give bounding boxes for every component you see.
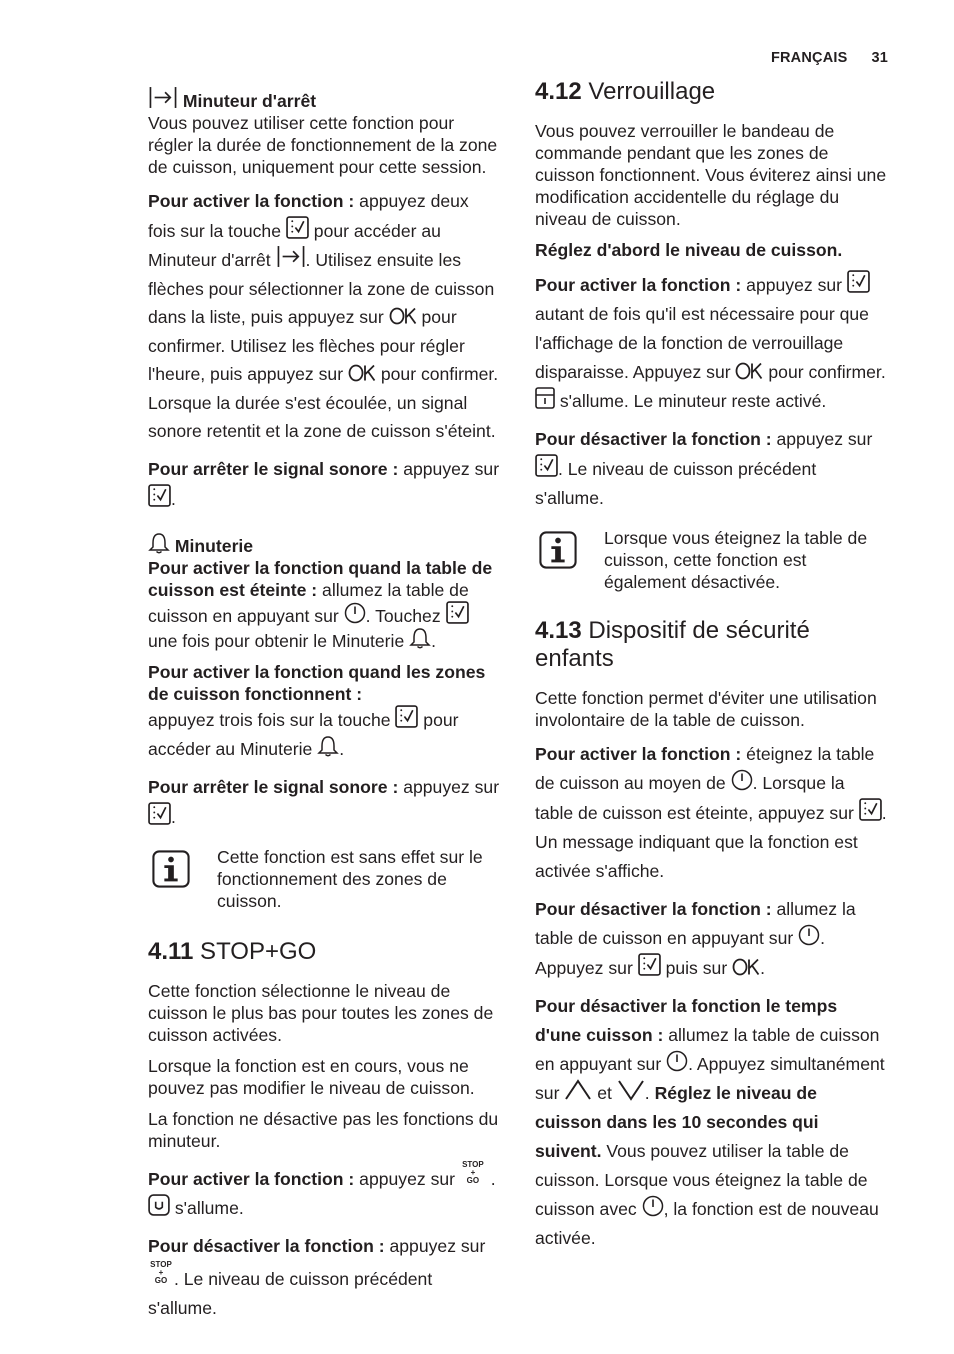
text: . <box>339 738 345 759</box>
label: Pour désactiver la fonction le temps d'une cuisson : <box>535 996 838 1045</box>
verrouillage-p2 <box>535 239 887 261</box>
power-icon <box>344 602 366 624</box>
stopgo-p1: Cette fonction sélectionne le niveau de cuisson le plus bas pour toutes les zones de cuisson activées. <box>148 980 494 1045</box>
note-text: Lorsque vous éteignez la table de cuisson, cette fonction est également désactivée. <box>604 528 868 592</box>
stopgo-p2: Lorsque la fonction est en cours, vous ne pouvez pas modifier le niveau de cuisson. <box>148 1055 475 1098</box>
minuterie-title: Minuterie <box>174 535 254 556</box>
securite-temporary <box>535 992 887 1253</box>
verrouillage-p1: Vous pouvez verrouiller le bandeau de commande pendant que les zones de cuisson fonctionnent. Vous éviterez ainsi une modification accidentelle du réglage du niveau de cuisson. <box>535 121 887 229</box>
label: Pour activer la fonction : <box>535 744 742 764</box>
text: éteignez la table de cuisson au moyen de <box>535 744 875 793</box>
minuteur-activate <box>148 187 500 446</box>
stop-go-icon-top: STOP <box>462 1159 484 1169</box>
section-title: STOP+GO <box>193 937 317 965</box>
stop-go-icon-bottom: GO <box>466 1175 480 1185</box>
stop-go-icon: STOP + GO <box>150 1259 172 1285</box>
text: . Appuyez simultanément sur <box>535 1054 885 1103</box>
text: allumez la table de cuisson en appuyant sur <box>148 579 469 626</box>
text: . Le niveau de cuisson précédent s'allume. <box>535 459 817 508</box>
page-header <box>771 50 888 66</box>
verrouillage-deactivate <box>535 425 887 513</box>
text: appuyez sur <box>384 1235 486 1256</box>
timer-key-icon <box>148 484 171 507</box>
stopgo-deactivate <box>148 1232 500 1323</box>
text: appuyez sur <box>398 776 500 797</box>
securite-p1: Cette fonction permet d'éviter une utilisation involontaire de la table de cuisson. <box>535 688 877 730</box>
up-arrow-icon <box>564 1079 592 1101</box>
text: allumez la table de cuisson en appuyant sur <box>535 1025 880 1074</box>
section-number: 4.12 <box>535 78 582 105</box>
text: s'allume. Le minuteur reste activé. <box>555 391 827 411</box>
text: . Touchez <box>365 605 446 626</box>
text: appuyez sur <box>398 458 500 479</box>
section-title: Verrouillage <box>581 78 716 105</box>
text: . <box>760 958 765 978</box>
text: pour accéder au Minuterie <box>148 709 459 759</box>
text: s'allume. <box>170 1197 244 1218</box>
text: Réglez d'abord le niveau de cuisson. <box>535 240 843 260</box>
bold-text: Réglez le niveau de cuisson dans les 10 secondes qui suivent. <box>535 1083 819 1161</box>
stopgo-activate <box>148 1161 500 1223</box>
ok-icon <box>735 362 763 380</box>
info-icon <box>539 531 577 574</box>
ok-icon <box>389 307 417 325</box>
text: . <box>644 1083 655 1103</box>
stopgo-p3: La fonction ne désactive pas les fonctions du minuteur. <box>148 1108 499 1151</box>
stop-indicator-icon <box>148 1194 170 1216</box>
timer-key-icon <box>535 454 558 477</box>
label: Pour activer la fonction quand les zones de cuisson fonctionnent : <box>148 661 486 704</box>
text: appuyez sur <box>354 1168 460 1189</box>
minuteur-title: Minuteur d'arrêt <box>182 91 317 111</box>
text: autant de fois qu'il est nécessaire pour que l'affichage de la fonction de verrouillage disparaisse. Appuyez sur <box>535 304 869 382</box>
text: Vous pouvez utiliser la table de cuisson. Lorsque vous éteignez la table de cuisson avec <box>535 1141 868 1219</box>
section-heading-verrouillage <box>535 78 887 106</box>
timer-key-icon <box>395 705 418 728</box>
verrouillage-activate <box>535 270 887 416</box>
page-number: 31 <box>871 50 888 66</box>
lock-icon <box>535 387 555 409</box>
minuterie-activate-off <box>148 557 500 652</box>
bell-icon <box>317 735 339 757</box>
label: Pour activer la fonction quand la table de cuisson est éteinte : <box>148 557 493 600</box>
text: pour accéder au Minuteur d'arrêt <box>148 220 441 270</box>
arrow-stop-icon <box>276 245 306 268</box>
text: une fois pour obtenir le Minuterie <box>148 630 410 651</box>
arrow-stop-icon <box>148 86 178 109</box>
section-heading-stopgo <box>148 938 500 966</box>
text: . <box>171 806 176 827</box>
text: puis sur <box>660 958 733 978</box>
text: appuyez sur <box>771 429 873 449</box>
minuteur-intro: Vous pouvez utiliser cette fonction pour régler la durée de fonctionnement de la zone de cuisson, uniquement pour cette session. <box>148 113 498 177</box>
right-column <box>535 78 887 1262</box>
left-column <box>148 86 500 1332</box>
text: pour confirmer. <box>763 362 886 382</box>
text: . <box>431 630 437 651</box>
label: Pour désactiver la fonction : <box>535 899 772 919</box>
text: appuyez sur <box>741 275 847 295</box>
text: . <box>485 1168 496 1189</box>
minuterie-on-label <box>148 661 500 705</box>
minuteur-heading <box>148 86 500 112</box>
bell-icon <box>409 627 431 649</box>
stop-go-icon-bottom: GO <box>154 1275 168 1285</box>
timer-key-icon <box>638 953 661 976</box>
minuteur-stop-signal <box>148 455 500 514</box>
text: , la fonction est de nouveau activée. <box>535 1199 879 1248</box>
power-icon <box>731 769 753 791</box>
label: Pour désactiver la fonction : <box>535 429 772 449</box>
timer-key-icon <box>286 216 309 239</box>
label: Pour activer la fonction : <box>148 1168 355 1189</box>
text: . Lorsque la table de cuisson est éteinte, appuyez sur <box>535 773 859 823</box>
timer-key-icon <box>847 270 870 293</box>
section-number: 4.11 <box>148 937 194 965</box>
text: . Le niveau de cuisson précédent s'allume. <box>148 1268 433 1318</box>
section-number: 4.13 <box>535 617 582 644</box>
text: pour confirmer. Utilisez les flèches pour régler l'heure, puis appuyez sur <box>148 307 465 384</box>
ok-icon <box>732 958 760 976</box>
text: . <box>171 488 176 509</box>
section-title: Dispositif de sécurité enfants <box>535 617 810 672</box>
header-language: FRANÇAIS <box>770 50 848 66</box>
down-arrow-icon <box>617 1079 645 1101</box>
info-note <box>535 527 887 593</box>
text: . Appuyez sur <box>535 928 825 978</box>
text: . Un message indiquant que la fonction est activée s'affiche. <box>535 803 887 881</box>
timer-key-icon <box>859 798 882 821</box>
info-icon <box>152 850 190 893</box>
text: appuyez trois fois sur la touche <box>148 709 396 730</box>
label: Pour activer la fonction : <box>148 191 355 211</box>
securite-deactivate <box>535 895 887 983</box>
securite-activate <box>535 740 887 886</box>
bell-icon <box>148 532 170 554</box>
minuterie-heading <box>148 532 500 557</box>
text: pour confirmer. Lorsque la durée s'est écoulée, un signal sonore retentit et la zone de cuisson s'éteint. <box>148 364 499 441</box>
info-note <box>148 846 500 912</box>
timer-key-icon <box>148 802 171 825</box>
power-icon <box>798 924 820 946</box>
label: Pour activer la fonction : <box>535 275 742 295</box>
label: Pour arrêter le signal sonore : <box>148 776 399 797</box>
text: et <box>592 1083 617 1103</box>
text: . Utilisez ensuite les flèches pour sélectionner la zone de cuisson dans la liste, puis appuyez sur <box>148 250 495 327</box>
note-text: Cette fonction est sans effet sur le fonctionnement des zones de cuisson. <box>217 846 483 911</box>
label: Pour désactiver la fonction : <box>148 1235 385 1256</box>
ok-icon <box>348 364 376 382</box>
text: appuyez deux fois sur la touche <box>148 191 469 241</box>
power-icon <box>642 1195 664 1217</box>
text: allumez la table de cuisson en appuyant sur <box>535 899 856 948</box>
section-heading-securite <box>535 617 887 673</box>
timer-key-icon <box>446 601 469 624</box>
minuterie-stop-signal <box>148 773 500 832</box>
label: Pour arrêter le signal sonore : <box>148 458 399 479</box>
stop-go-icon-top: STOP <box>150 1259 172 1269</box>
stop-go-icon: STOP + GO <box>462 1159 484 1185</box>
minuterie-activate-on <box>148 705 500 764</box>
power-icon <box>666 1050 688 1072</box>
